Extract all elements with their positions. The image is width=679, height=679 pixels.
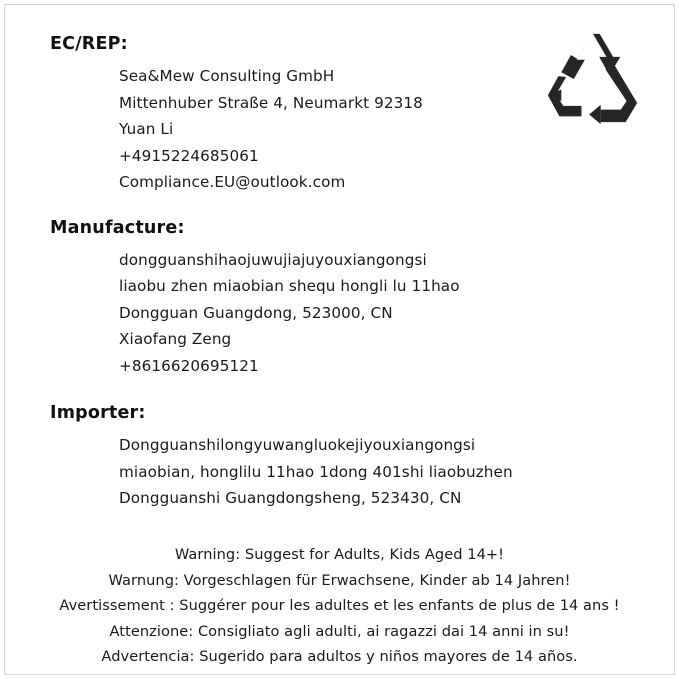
section-title-importer: Importer: <box>50 403 146 423</box>
address-line: Yuan Li <box>119 120 174 138</box>
warning-line-en: Warning: Suggest for Adults, Kids Aged 14+! <box>174 546 505 563</box>
contact-name-line: Xiaofang Zeng <box>119 330 232 348</box>
section-importer <box>50 403 657 512</box>
address-line: miaobian, honglilu 11hao 1dong 401shi liaobuzhen <box>119 462 513 481</box>
section-ec-rep <box>50 34 657 196</box>
address-line: dongguanshihaojuwujiajuyouxiangongsi <box>119 250 427 269</box>
address-line: Sea&Mew Consulting GmbH <box>119 67 335 85</box>
address-line: Mittenhuber Straße 4, Neumarkt 92318 <box>119 93 423 112</box>
phone-line: +4915224685061 <box>119 146 259 165</box>
label-content <box>50 34 657 520</box>
address-line: Dongguanshi Guangdongsheng, 523430, CN <box>119 489 462 507</box>
section-lines-importer <box>50 432 657 512</box>
section-lines-ec-rep <box>50 63 657 196</box>
email-line: Compliance.EU@outlook.com <box>119 173 346 191</box>
section-manufacture <box>50 218 657 380</box>
warning-block <box>0 542 679 670</box>
section-title-ec-rep: EC/REP: <box>50 34 128 54</box>
address-line: liaobu zhen miaobian shequ hongli lu 11hao <box>119 277 460 295</box>
warning-line-fr: Avertissement : Suggérer pour les adultes et les enfants de plus de 14 ans ! <box>59 597 620 615</box>
phone-line: +8616620695121 <box>119 356 259 375</box>
warning-line-es: Advertencia: Sugerido para adultos y niños mayores de 14 años. <box>101 648 578 666</box>
address-line: Dongguan Guangdong, 523000, CN <box>119 303 393 322</box>
section-lines-manufacture <box>50 247 657 380</box>
warning-line-it: Attenzione: Consigliato agli adulti, ai ragazzi dai 14 anni in su! <box>109 622 570 640</box>
address-line: Dongguanshilongyuwangluokejiyouxiangongsi <box>119 436 476 454</box>
section-title-manufacture: Manufacture: <box>50 217 185 238</box>
warning-line-de: Warnung: Vorgeschlagen für Erwachsene, Kinder ab 14 Jahren! <box>108 571 571 589</box>
